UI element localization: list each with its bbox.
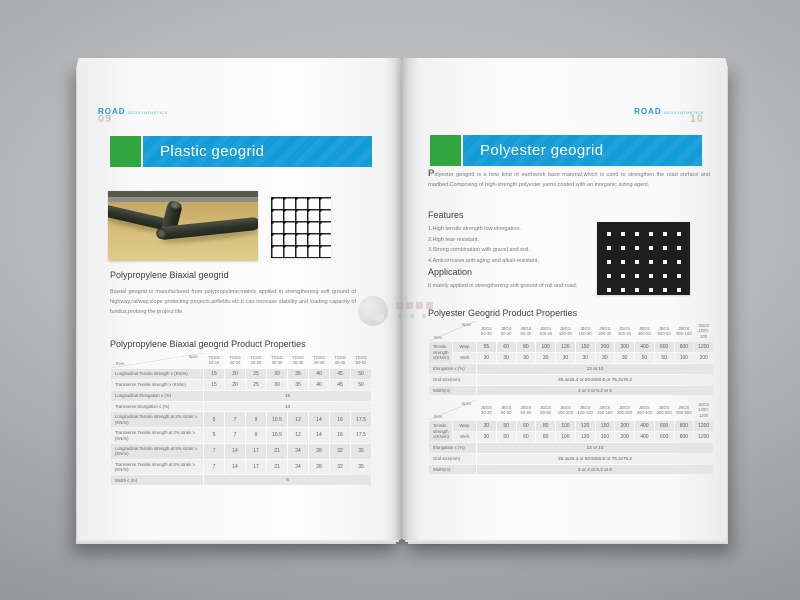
spec-column-header: TGSG 35-35 <box>292 355 304 366</box>
table-cell: 30 <box>542 355 549 361</box>
table-cell: 120 <box>561 343 570 350</box>
table-cell: 5 <box>212 416 216 423</box>
table-cell: 30 <box>582 355 588 361</box>
table-cell: 100 <box>541 343 550 350</box>
table-span-value: 6 <box>286 477 289 483</box>
table-cell: 50 <box>358 381 364 388</box>
table-title-left: Polypropylene Biaxial geogrid Product Properties <box>110 339 306 349</box>
table-cell: 30 <box>274 370 280 377</box>
table-title-right: Polyester Geogrid Product Properties <box>428 308 578 318</box>
table-cell: 800 <box>679 422 689 429</box>
table-cell: 600 <box>659 343 669 350</box>
table-cell: 400 <box>640 422 649 429</box>
spec-column-header: JBGS 1200-200 <box>698 323 710 339</box>
table-cell: 21 <box>274 448 280 455</box>
table-cell: 80 <box>542 434 549 440</box>
table-cell: 60 <box>523 422 529 429</box>
table-cell: 35 <box>358 448 364 455</box>
row-label: Transverse Elongation ≤ (%) <box>115 403 170 409</box>
product-properties-table-right-1 <box>428 320 714 396</box>
table-cell: 20 <box>232 381 238 388</box>
brand-name: ROAD <box>634 107 662 116</box>
table-cell: 17 <box>253 463 259 470</box>
table-cell: 30 <box>483 434 490 440</box>
table-cell: 20 <box>232 370 238 377</box>
spec-column-header: JBGS 300-30 <box>618 325 632 336</box>
table-span-value: 13 or 10 <box>586 366 604 372</box>
spec-column-header: JBGS 120-30 <box>558 325 572 336</box>
feature-item: 1.High tensile strength low elongation. <box>428 226 521 232</box>
spec-column-header: JBGS 50-50 <box>500 404 512 415</box>
table-cell: 1200 <box>698 434 710 440</box>
spec-column-header: JBGS 1200-1200 <box>698 402 710 418</box>
table-cell: 32 <box>337 448 343 455</box>
table-cell: 14 <box>316 432 322 439</box>
spec-column-header: JBGS 100-100 <box>557 404 574 415</box>
table-cell: 50 <box>503 422 509 429</box>
table-cell: 7 <box>233 432 237 439</box>
table-cell: 25 <box>253 381 259 388</box>
row-label: Longitudinal Tensile strength ≥ (KN/m) <box>115 370 188 376</box>
table-cell: 60 <box>523 434 529 440</box>
table-cell: 50 <box>661 355 667 361</box>
table-cell: 14 <box>316 416 322 423</box>
feature-item: 2.High tear-resistant. <box>428 236 480 243</box>
table-cell: 55 <box>483 343 490 350</box>
spec-column-header: JBGS 50-30 <box>480 325 492 336</box>
section-title-bar-left <box>110 136 372 167</box>
table-cell: 600 <box>659 434 669 440</box>
table-cell: 17.5 <box>356 416 366 423</box>
table-cell: 200 <box>620 434 629 440</box>
row-sublabel: Weft <box>460 355 469 361</box>
table-cell: 50 <box>358 370 364 377</box>
spec-column-header: JBGS 80-30 <box>520 325 532 336</box>
page-left <box>78 58 402 540</box>
table-cell: 9 <box>254 416 258 423</box>
row-sublabel: Warp <box>459 423 470 429</box>
polyester-mesh-image <box>597 222 690 295</box>
table-cell: 12 <box>295 432 301 439</box>
table-corner-cell: Spec Item <box>429 321 476 341</box>
spec-column-header: TGSG 50-50 <box>355 355 367 366</box>
table-cell: 30 <box>602 355 608 361</box>
table-cell: 28 <box>316 463 322 470</box>
table-cell: 30 <box>274 381 280 388</box>
table-cell: 5 <box>212 432 216 439</box>
table-cell: 30 <box>503 355 509 361</box>
row-label: Longitudinal Tensile strength at 2% strain ≥ (KN/m) <box>115 414 197 425</box>
spec-column-header: JBGS 600-50 <box>657 325 671 336</box>
table-cell: 25 <box>253 370 259 377</box>
row-label: Tensile strength ≥(KN/m) <box>433 423 449 440</box>
spec-column-header: JBGS 200-30 <box>598 325 612 336</box>
table-cell: 30 <box>483 422 490 429</box>
table-cell: 80 <box>542 422 549 429</box>
table-cell: 24 <box>295 463 301 470</box>
table-cell: 200 <box>620 422 629 429</box>
page-right <box>402 58 726 540</box>
spec-column-header: JBGS 600-600 <box>656 404 672 415</box>
table-cell: 800 <box>679 343 689 350</box>
table-cell: 1200 <box>698 343 710 350</box>
table-cell: 9 <box>254 432 258 439</box>
product-properties-table-right-2 <box>428 399 714 475</box>
table-cell: 7 <box>212 448 216 455</box>
feature-item: 4.Anticorrosive,anti-aging and alkali-resistant. <box>428 257 539 264</box>
table-cell: 200 <box>699 355 708 361</box>
spec-column-header: TGSG 40-40 <box>313 355 325 366</box>
spec-column-header: JBGS 60-60 <box>520 404 532 415</box>
spec-column-header: TGSG 45-45 <box>334 355 346 366</box>
page-title-right: Polyester geogrid <box>463 135 702 166</box>
spec-column-header: JBGS 800-800 <box>676 404 692 415</box>
application-body: It mainly applied in strengthening soft ground of rail and road. <box>428 283 578 289</box>
table-cell: 100 <box>679 355 689 361</box>
table-span-value: 2 or 4 or 5.2 or 6 <box>578 466 612 472</box>
row-label: Grid size(mm) <box>433 377 460 383</box>
table-cell: 40 <box>316 381 322 388</box>
table-cell: 32 <box>337 463 343 470</box>
table-cell: 35 <box>295 370 301 377</box>
page-number-left: 09 <box>98 113 113 125</box>
spec-column-header: JBGS 800-100 <box>676 325 692 336</box>
table-span-value: 13 or 10 <box>586 445 604 451</box>
row-label: Transverse Tensile strength at 2% strain ≥ (KN/m) <box>115 430 195 441</box>
product-properties-table-left <box>110 352 372 486</box>
row-label: Longitudinal Elongation ≤ (%) <box>115 393 172 399</box>
table-cell: 45 <box>337 381 343 388</box>
row-label: Transverse Tensile strength ≥ (KN/m) <box>115 382 186 388</box>
table-cell: 10.5 <box>272 416 282 423</box>
row-label: Elongation ≤ (%) <box>433 366 465 372</box>
geogrid-rolls-photo <box>108 191 258 261</box>
table-cell: 30 <box>523 355 529 361</box>
table-cell: 45 <box>337 370 343 377</box>
table-cell: 1200 <box>698 422 710 429</box>
table-cell: 30 <box>483 355 490 361</box>
table-cell: 24 <box>295 448 301 455</box>
table-cell: 14 <box>232 448 238 455</box>
spec-column-header: JBGS 200-200 <box>616 404 633 415</box>
table-cell: 120 <box>580 434 590 440</box>
spec-column-header: JBGS 120-120 <box>577 404 593 415</box>
green-accent-square-icon <box>430 135 461 166</box>
section-title-bar-right <box>430 135 702 166</box>
table-cell: 10.5 <box>272 432 282 439</box>
spec-column-header: JBGS 30-30 <box>480 404 492 415</box>
table-cell: 120 <box>580 422 590 429</box>
table-cell: 40 <box>316 370 322 377</box>
spec-column-header: JBGS 60-30 <box>500 325 512 336</box>
table-cell: 21 <box>274 463 280 470</box>
table-cell: 150 <box>600 434 610 440</box>
spec-column-header: TGSG 15-15 <box>208 355 220 366</box>
table-cell: 100 <box>561 434 570 440</box>
table-cell: 150 <box>580 343 590 350</box>
spec-column-header: JBGS 100-30 <box>539 325 553 336</box>
brand-tagline: GEOSYNTHETICS <box>127 111 168 115</box>
table-span-value: 13 <box>284 403 291 409</box>
section-heading: Polypropylene Biaxial geogrid <box>110 270 229 280</box>
table-cell: 16 <box>337 432 343 439</box>
features-heading: Features <box>428 210 464 220</box>
table-cell: 100 <box>561 422 570 429</box>
row-label: Longitudinal Tensile strength at 5% strain ≥ (KN/m) <box>115 445 197 457</box>
spec-column-header: JBGS 400-50 <box>637 325 651 336</box>
row-label: Transverse Tensile strength at 5% strain ≥ (KN/m) <box>115 461 195 472</box>
table-cell: 35 <box>295 381 301 388</box>
table-cell: 7 <box>233 416 237 423</box>
table-cell: 80 <box>523 343 529 350</box>
table-cell: 30 <box>562 355 569 361</box>
table-cell: 150 <box>600 422 610 429</box>
brand-name: ROAD <box>98 107 126 116</box>
spec-column-header: TGSG 20-20 <box>229 355 241 366</box>
table-cell: 15 <box>211 370 217 377</box>
features-list <box>428 224 603 266</box>
table-cell: 300 <box>620 343 629 350</box>
table-cell: 800 <box>679 434 689 440</box>
spec-column-header: JBGS 150-30 <box>578 325 592 336</box>
row-sublabel: Warp <box>459 344 470 350</box>
biaxial-mesh-image <box>271 197 331 258</box>
table-cell: 16 <box>337 416 343 423</box>
table-corner-cell: Spec Item <box>111 353 203 368</box>
row-label: Width(m) <box>433 466 451 472</box>
brand-tagline: GEOSYNTHETICS <box>663 111 704 115</box>
section-body: Biaxial geogrid is manufactured from polypropylene,mainly applied in strengthening soft ground of highway,railway,slope protecting projects,airfields etc.It can increase stability and loading capacity of fundus,prolong the project life. <box>110 289 356 315</box>
spec-column-header: TGSG 25-25 <box>250 355 262 366</box>
row-label: Grid size(mm) <box>433 456 460 462</box>
table-cell: 35 <box>358 463 364 470</box>
row-sublabel: Weft <box>460 434 469 440</box>
intro-paragraph: Polyester geogrid is a new kind of earthwork base material,which is used to strengthen the road surface and roadbed.Composing of high-strength polyester yarns,coated with an inorganic sizing agent. <box>428 168 710 188</box>
table-span-value: 25.4x25.4 or 50.8x50.8 or 76.2x76.2 <box>558 455 632 461</box>
table-cell: 200 <box>600 343 610 350</box>
table-cell: 14 <box>232 463 238 470</box>
spec-column-header: JBGS 150-150 <box>597 404 613 415</box>
table-cell: 400 <box>640 434 649 440</box>
row-label: Elongation ≤ (%) <box>433 445 465 451</box>
table-cell: 17.5 <box>356 432 366 439</box>
table-cell: 30 <box>621 355 628 361</box>
table-cell: 7 <box>212 463 216 470</box>
application-heading: Application <box>428 267 473 277</box>
table-span-value: 15 <box>284 393 291 398</box>
spec-column-header: JBGS 400-400 <box>636 404 653 415</box>
row-label: Width ≤ (m) <box>115 477 138 483</box>
page-title-left: Plastic geogrid <box>143 136 372 167</box>
table-corner-cell: Spec Item <box>429 400 476 420</box>
table-cell: 50 <box>641 355 648 361</box>
table-cell: 600 <box>659 422 669 429</box>
spec-column-header: JBGS 80-80 <box>540 404 552 415</box>
table-span-value: 2 or 4 or 5.2 or 6 <box>578 387 612 393</box>
table-cell: 400 <box>640 343 649 350</box>
brochure-spread <box>78 58 726 540</box>
green-accent-square-icon <box>110 136 141 167</box>
table-cell: 50 <box>503 434 509 440</box>
table-cell: 60 <box>503 343 509 350</box>
table-cell: 28 <box>316 448 322 455</box>
row-label: Width(m) <box>433 387 451 393</box>
table-cell: 12 <box>295 416 301 423</box>
page-number-right: 10 <box>689 113 704 125</box>
row-label: Tensile strength ≥(KN/m) <box>433 344 449 361</box>
feature-item: 3.Strong combination with gravel and soil. <box>428 247 530 253</box>
table-cell: 17 <box>253 448 259 455</box>
table-cell: 15 <box>211 381 217 388</box>
table-span-value: 25.4x25.4 or 50.8x50.8 or 76.2x76.2 <box>558 376 632 382</box>
spec-column-header: TGSG 30-30 <box>271 355 283 366</box>
